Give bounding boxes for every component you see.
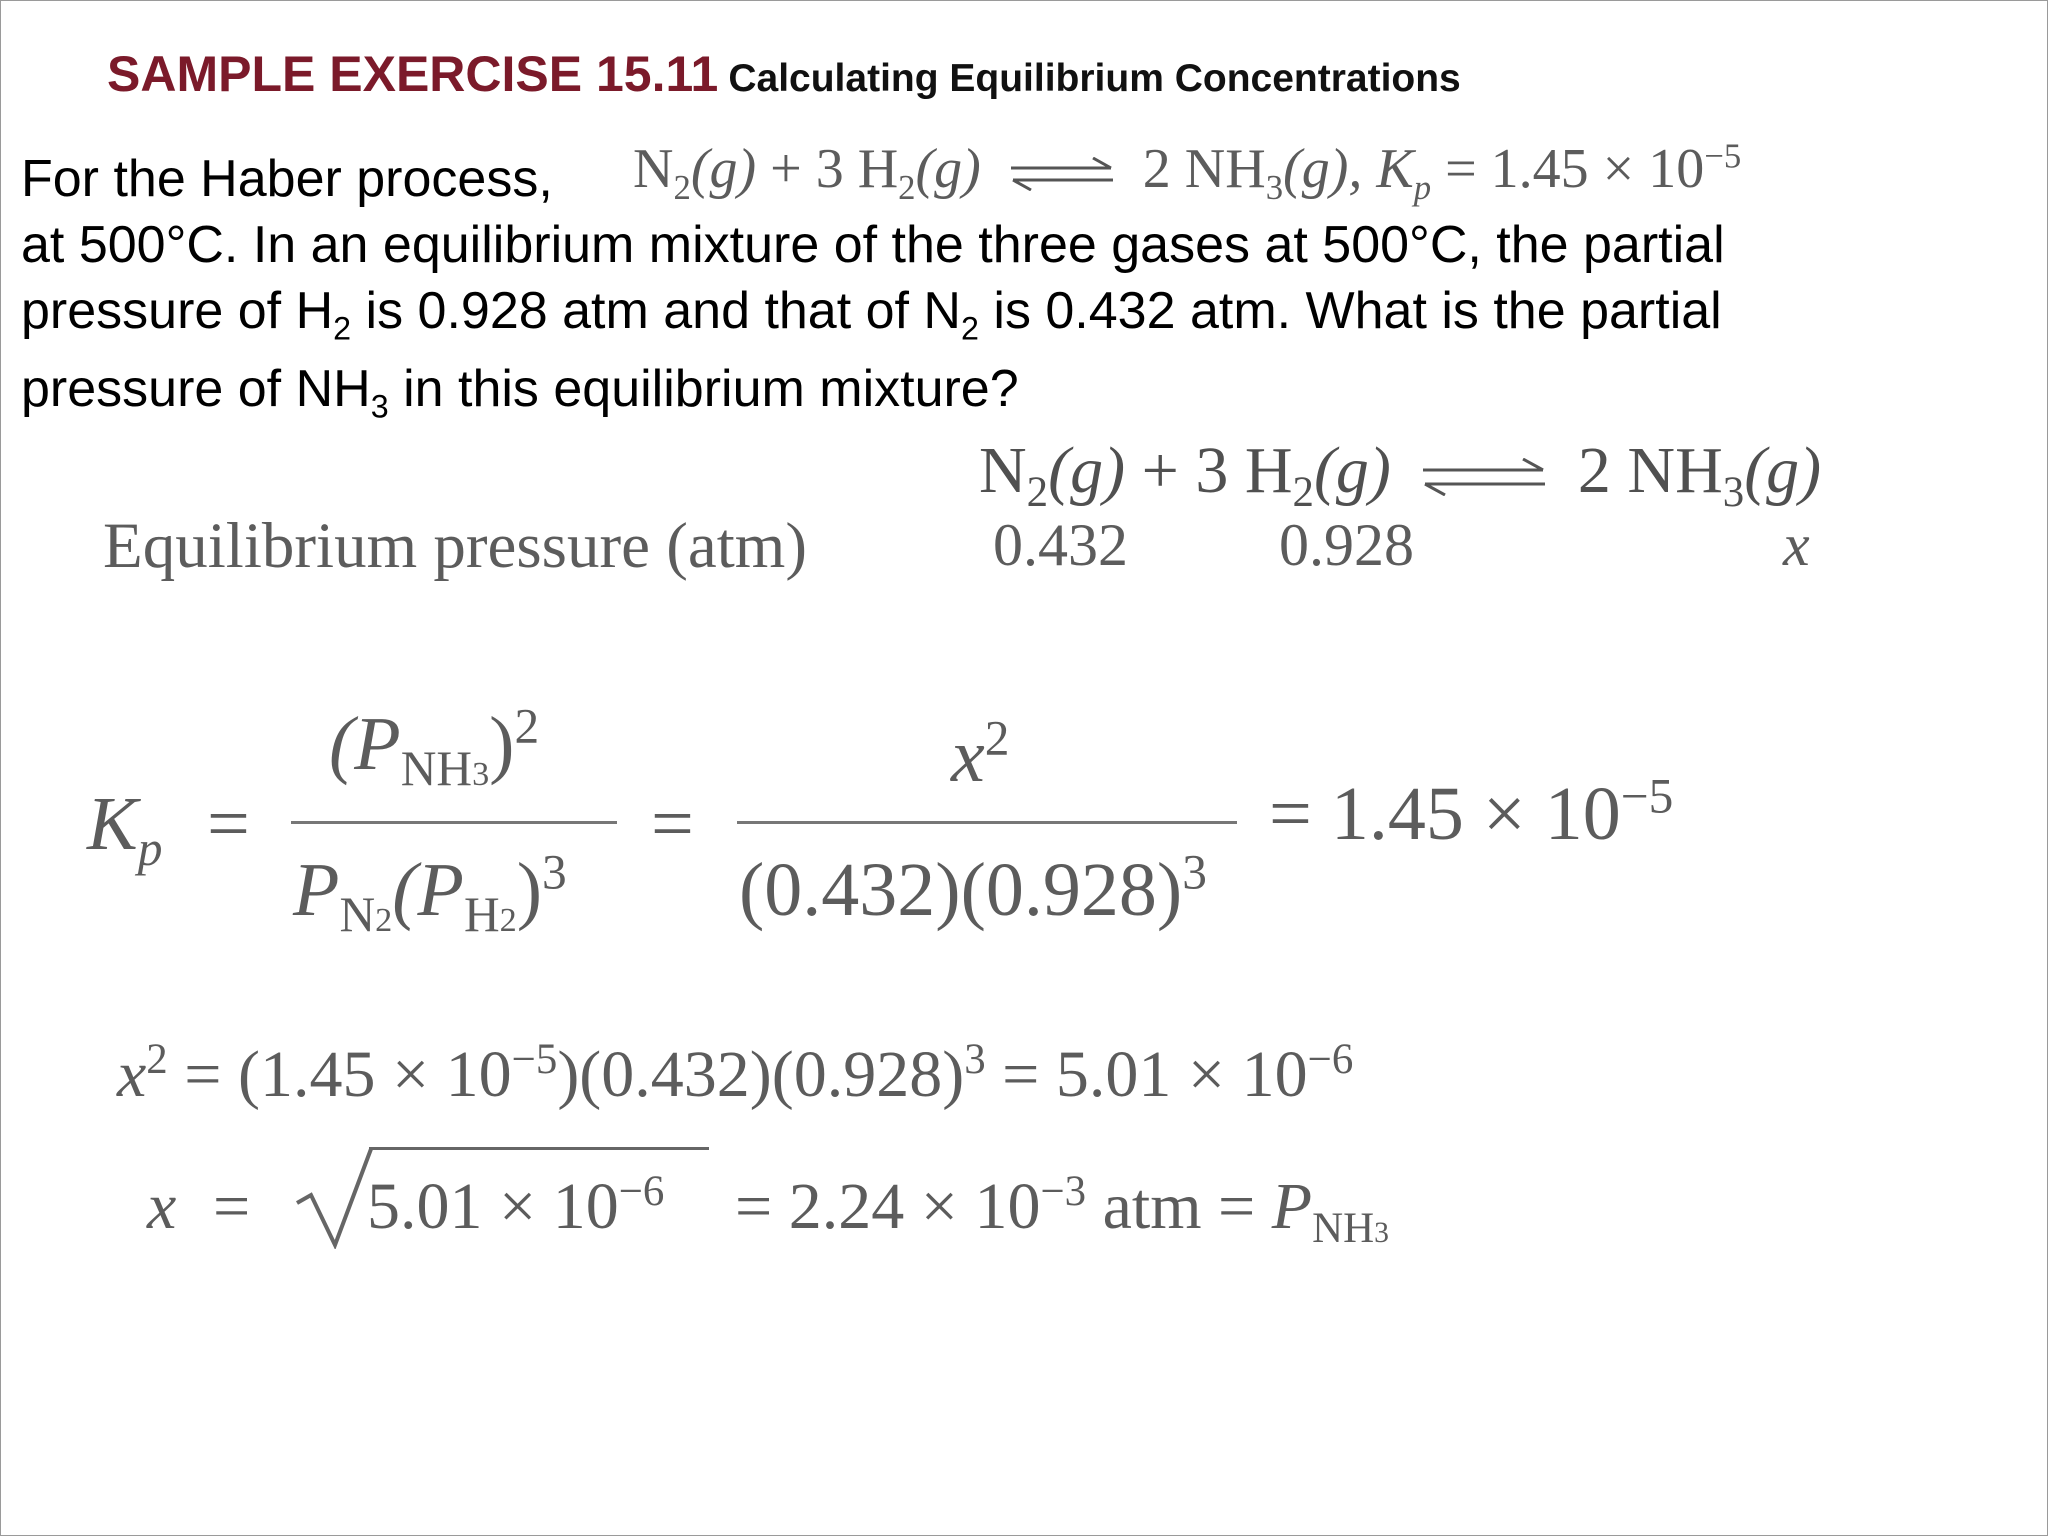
kp-fraction-bar-1 [291,821,617,824]
radicand-value: 5.01 × 10 [367,1170,619,1243]
eq2-plus: + 3 H [1141,434,1293,507]
radicand-exp: −6 [618,1168,665,1215]
square-root-icon [293,1145,373,1249]
eq2-nh-state: (g) [1744,434,1822,507]
line3-c: is 0.432 atm. What is the partial [978,282,1722,340]
sol1-c: = 5.01 × 10 [985,1038,1308,1111]
num1-close: ) [489,702,515,786]
num1-sub: NH [400,741,473,797]
eq2-n-sub: 2 [1026,469,1049,517]
line3-sub2: 2 [961,310,979,347]
n2-pressure-value: 0.432 [993,512,1128,578]
num1-p: (P [329,702,401,786]
sol2-p-subsub: 3 [1374,1217,1389,1250]
den2-exp: 3 [1182,844,1207,900]
problem-line-4 [21,359,1019,425]
h2-pressure-value: 0.928 [1279,512,1414,578]
kp-equals-2: = [651,782,694,866]
kp-denominator-1 [293,844,567,943]
den1-sub2: H [463,887,500,943]
solution-line-2-result [735,1168,1389,1253]
eq-k-exp: −5 [1704,136,1742,176]
kp-result-exp: −5 [1620,768,1674,824]
eq-nh-sub: 3 [1265,168,1284,208]
kp-sub: p [137,821,163,877]
line3-a: pressure of H [21,282,334,340]
equilibrium-equation [979,433,1822,517]
sol2-result: = 2.24 × 10 [735,1170,1041,1243]
square-root-bar [369,1147,709,1150]
line4-sub: 3 [370,388,389,425]
sol2-p: P [1271,1170,1313,1243]
den1-exp: 3 [542,844,567,900]
sol2-unit: atm = [1086,1170,1272,1243]
sol1-x: x [117,1038,147,1111]
line3-sub1: 2 [333,310,352,347]
problem-line-3 [21,281,1722,347]
solution-line-2-x: x [147,1170,177,1243]
sol1-b: )(0.432)(0.928) [557,1038,965,1111]
kp-numerator-2 [951,710,1010,800]
sol1-exp2: 3 [964,1036,986,1083]
exercise-title [107,45,1461,103]
line3-b: is 0.928 atm and that of N [351,282,961,340]
den1-rest: (P [392,848,464,932]
problem-intro: For the Haber process, [21,150,553,208]
eq2-n: N [979,434,1027,507]
den1-subsub: 2 [375,902,393,940]
eq-plus-h: + 3 H [770,138,899,200]
exercise-label: SAMPLE EXERCISE 15.11 [107,46,719,102]
solution-line-2-equals: = [213,1170,251,1243]
sol1-x-exp: 2 [146,1036,168,1083]
problem-line-2: at 500°C. In an equilibrium mixture of the three gases at 500°C, the partial [21,216,1725,274]
haber-equation-inline [633,136,1742,208]
kp-k: K [87,782,138,866]
line4-a: pressure of NH [21,360,371,418]
kp-result [1269,768,1674,858]
equilibrium-arrows-icon [1007,157,1117,191]
sol2-p-sub: NH [1312,1205,1375,1253]
eq-n-state: (g) [690,138,757,200]
eq-h-state: (g) [915,138,981,200]
eq2-nh-sub: 3 [1722,469,1745,517]
den1-subsub2: 2 [499,902,517,940]
sol1-exp1: −5 [511,1036,558,1083]
num2-exp: 2 [984,710,1010,766]
eq-nh: 2 NH [1142,138,1266,200]
eq-n: N [633,138,674,200]
eq-k-value: = 1.45 × 10 [1445,138,1705,200]
equilibrium-row-label: Equilibrium pressure (atm) [103,510,807,582]
num1-subsub: 3 [472,756,490,794]
eq-h-sub: 2 [898,168,916,208]
sol1-exp3: −6 [1307,1036,1354,1083]
num1-exp: 2 [514,698,540,754]
kp-denominator-2 [739,844,1207,934]
eq-n-sub: 2 [673,168,691,208]
den2-text: (0.432)(0.928) [739,848,1183,932]
kp-numerator-1 [329,698,540,797]
eq-nh-state: (g), K [1283,138,1414,200]
eq2-h-sub: 2 [1292,469,1314,517]
eq-kp-sub: p [1413,168,1432,208]
den1-sub: N [339,887,376,943]
den1-p: P [293,848,340,932]
problem-line-1 [21,149,553,209]
line4-b: in this equilibrium mixture? [388,360,1019,418]
kp-fraction-bar-2 [737,821,1237,824]
eq2-n-state: (g) [1048,434,1126,507]
sol1-a: = (1.45 × 10 [167,1038,512,1111]
exercise-subtitle: Calculating Equilibrium Concentrations [728,57,1461,100]
eq2-h-state: (g) [1313,434,1391,507]
num2-x: x [951,714,985,798]
kp-equals-1: = [207,782,250,866]
kp-result-value: = 1.45 × 10 [1269,772,1621,856]
kp-symbol [87,781,163,877]
eq2-nh: 2 NH [1577,434,1723,507]
radicand [367,1169,664,1245]
equilibrium-arrows-icon [1419,458,1549,496]
sol2-exp: −3 [1040,1168,1087,1215]
den1-close: ) [516,848,543,932]
solution-line-1 [117,1037,1353,1113]
nh3-pressure-value: x [1783,512,1810,578]
